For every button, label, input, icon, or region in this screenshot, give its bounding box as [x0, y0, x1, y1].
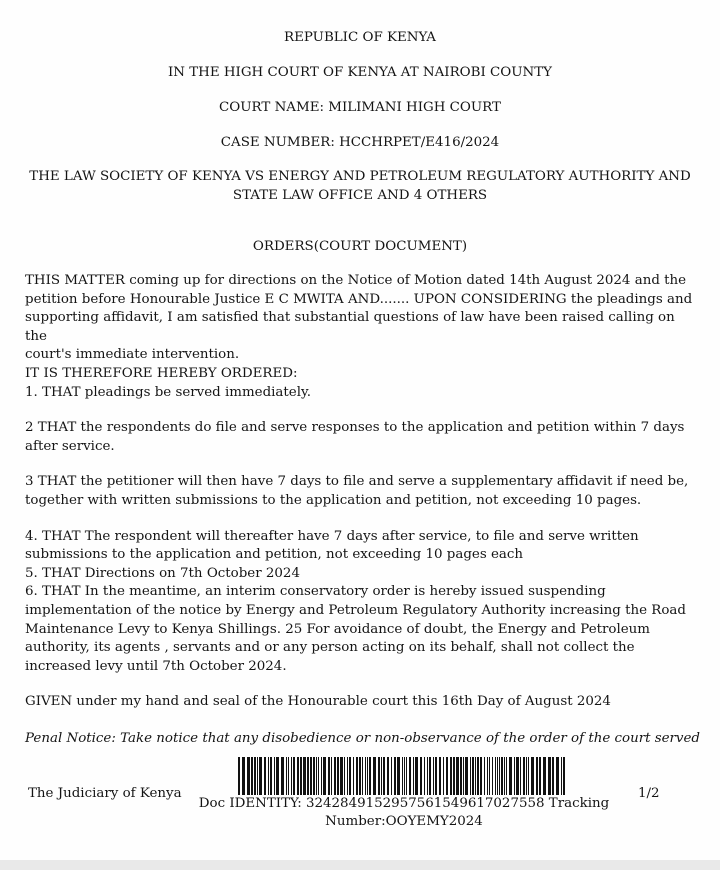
document-identity [190, 795, 618, 831]
document-type: ORDERS(COURT DOCUMENT) [252, 239, 468, 254]
body-line: submissions to the application and petition, not exceeding 10 pages each [25, 547, 523, 563]
body-line: petition before Honourable Justice E C MWITA AND....... UPON CONSIDERING the pleadings and [25, 291, 693, 307]
issuer: The Judiciary of Kenya [28, 786, 182, 801]
body-line: 6. THAT In the meantime, an interim conservatory order is hereby issued suspending [25, 584, 606, 600]
body-line: authority, its agents , servants and or any person acting on its behalf, shall not collect the [25, 640, 635, 656]
page-edge [0, 860, 720, 870]
body-line: after service. [25, 438, 115, 454]
body-line: 2 THAT the respondents do file and serve responses to the application and petition within 7 days [25, 420, 685, 436]
court-name: COURT NAME: MILIMANI HIGH COURT [219, 100, 501, 115]
body-line: 5. THAT Directions on 7th October 2024 [25, 565, 300, 581]
body-line: 3 THAT the petitioner will then have 7 days to file and serve a supplementary affidavit if need be, [25, 474, 689, 490]
given-line: GIVEN under my hand and seal of the Honourable court this 16th Day of August 2024 [25, 694, 611, 710]
republic-heading: REPUBLIC OF KENYA [284, 30, 436, 45]
body-line: 1. THAT pleadings be served immediately. [25, 384, 312, 400]
tracking-number: Number:OOYEMY2024 [325, 814, 483, 829]
page-number: 1/2 [638, 786, 660, 801]
body-line: 4. THAT The respondent will thereafter have 7 days after service, to file and serve written [25, 528, 639, 544]
order-body [25, 272, 695, 712]
penal-notice: Penal Notice: Take notice that any disobedience or non-observance of the order of the court served [25, 731, 700, 746]
parties-line: THE LAW SOCIETY OF KENYA VS ENERGY AND PETROLEUM REGULATORY AUTHORITY AND [29, 169, 691, 184]
body-line: Maintenance Levy to Kenya Shillings. 25 For avoidance of doubt, the Energy and Petroleum [25, 621, 650, 637]
court-heading: IN THE HIGH COURT OF KENYA AT NAIROBI COUNTY [167, 65, 553, 80]
body-line: together with written submissions to the application and petition, not exceeding 10 pages. [25, 492, 642, 508]
body-line: IT IS THEREFORE HEREBY ORDERED: [25, 365, 298, 381]
case-number: CASE NUMBER: HCCHRPET/E416/2024 [220, 135, 500, 150]
body-line: increased levy until 7th October 2024. [25, 658, 287, 674]
body-line: THIS MATTER coming up for directions on the Notice of Motion dated 14th August 2024 and the [25, 273, 687, 288]
parties-line: STATE LAW OFFICE AND 4 OTHERS [232, 188, 488, 203]
parties [24, 167, 696, 205]
doc-identity-line: Doc IDENTITY: 3242849152957561549617027558 Tracking [198, 796, 610, 811]
barcode-image [238, 757, 566, 795]
body-line: supporting affidavit, I am satisfied that substantial questions of law have been raised calling on the [25, 310, 675, 344]
body-line: court's immediate intervention. [25, 347, 240, 363]
body-line: implementation of the notice by Energy and Petroleum Regulatory Authority increasing the Road [25, 602, 686, 618]
